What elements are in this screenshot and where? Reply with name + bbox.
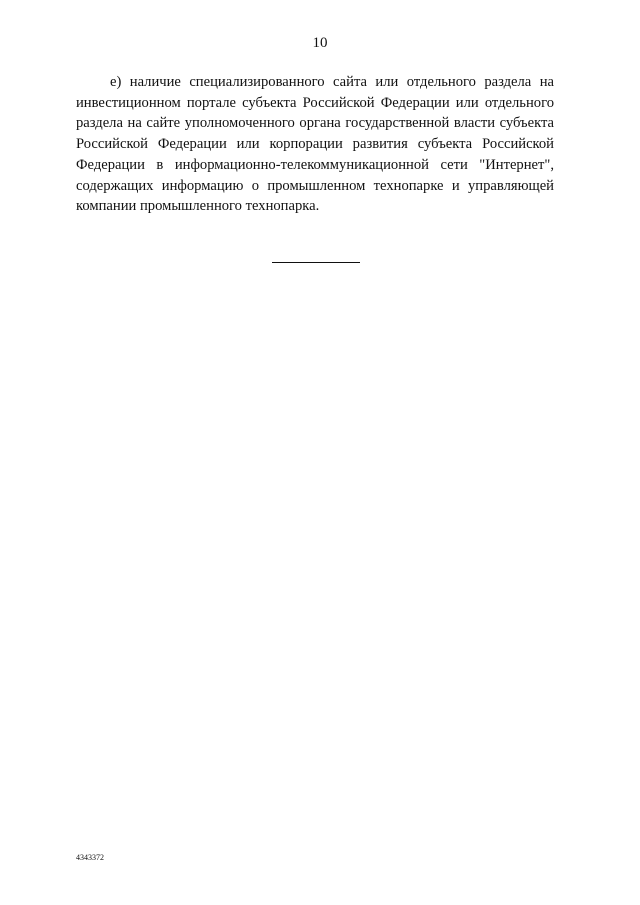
end-divider [272,262,360,263]
document-code: 4343372 [76,853,104,862]
page-number: 10 [312,35,328,51]
body-paragraph: е) наличие специализированного сайта или отдельного раздела на инвестиционном портале субъекта Российской Федерации или отдельного раздела на сайте уполномоченного органа государственной власти субъекта Российской Федерации или корпорации развития субъекта Российской Федерации в информационно-телекоммуникационной сети "Интернет", содержащих информацию о промышленном технопарке и управляющей компании промышленного технопарка. [76,74,554,215]
